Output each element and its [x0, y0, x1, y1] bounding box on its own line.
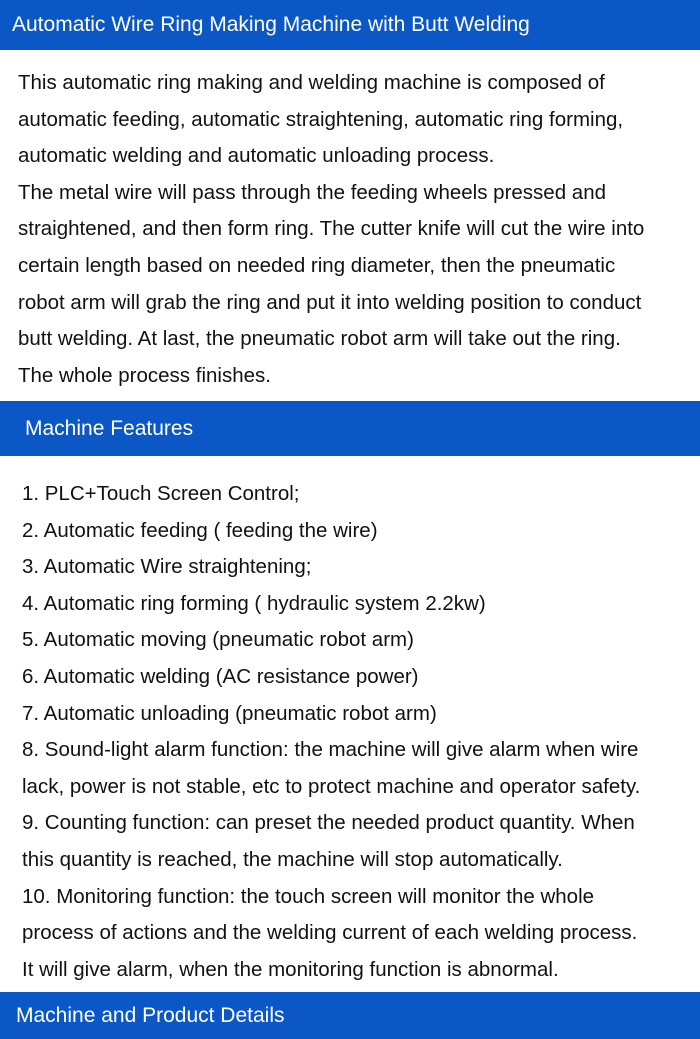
feature-line: 1. PLC+Touch Screen Control;	[22, 482, 300, 505]
details-banner	[0, 992, 700, 1039]
feature-line: 8. Sound-light alarm function: the machine will give alarm when wire	[22, 738, 639, 762]
feature-line: 7. Automatic unloading (pneumatic robot arm)	[22, 701, 437, 725]
intro-line: automatic welding and automatic unloading process.	[18, 144, 495, 168]
intro-line: certain length based on needed ring diameter, then the pneumatic	[18, 253, 616, 277]
page-title: Automatic Wire Ring Making Machine with Butt Welding	[12, 13, 530, 36]
feature-line: 9. Counting function: can preset the needed product quantity. When	[22, 811, 635, 835]
feature-line: 10. Monitoring function: the touch screen will monitor the whole	[22, 884, 595, 908]
title-banner	[0, 0, 700, 50]
features-banner	[0, 401, 700, 456]
details-heading: Machine and Product Details	[16, 1003, 285, 1027]
intro-text	[18, 65, 694, 394]
intro-line: robot arm will grab the ring and put it into welding position to conduct	[18, 290, 642, 314]
feature-line: It will give alarm, when the monitoring function is abnormal.	[22, 957, 559, 981]
feature-line: 5. Automatic moving (pneumatic robot arm)	[22, 628, 414, 652]
intro-line: straightened, and then form ring. The cutter knife will cut the wire into	[18, 217, 645, 241]
intro-line: The whole process finishes.	[18, 363, 271, 387]
features-heading: Machine Features	[25, 416, 194, 440]
intro-line: automatic feeding, automatic straightening, automatic ring forming,	[18, 107, 624, 131]
features-list	[22, 476, 694, 988]
feature-line: 4. Automatic ring forming ( hydraulic system 2.2kw)	[22, 591, 486, 615]
feature-line: lack, power is not stable, etc to protect machine and operator safety.	[22, 774, 641, 798]
feature-line: 3. Automatic Wire straightening;	[22, 555, 312, 579]
intro-line: This automatic ring making and welding machine is composed of	[18, 71, 605, 94]
feature-line: this quantity is reached, the machine will stop automatically.	[22, 847, 563, 871]
intro-line: butt welding. At last, the pneumatic robot arm will take out the ring.	[18, 327, 621, 351]
feature-line: 6. Automatic welding (AC resistance power)	[22, 664, 419, 688]
feature-line: 2. Automatic feeding ( feeding the wire)	[22, 518, 378, 542]
feature-line: process of actions and the welding current of each welding process.	[22, 921, 638, 945]
intro-line: The metal wire will pass through the feeding wheels pressed and	[18, 180, 606, 204]
